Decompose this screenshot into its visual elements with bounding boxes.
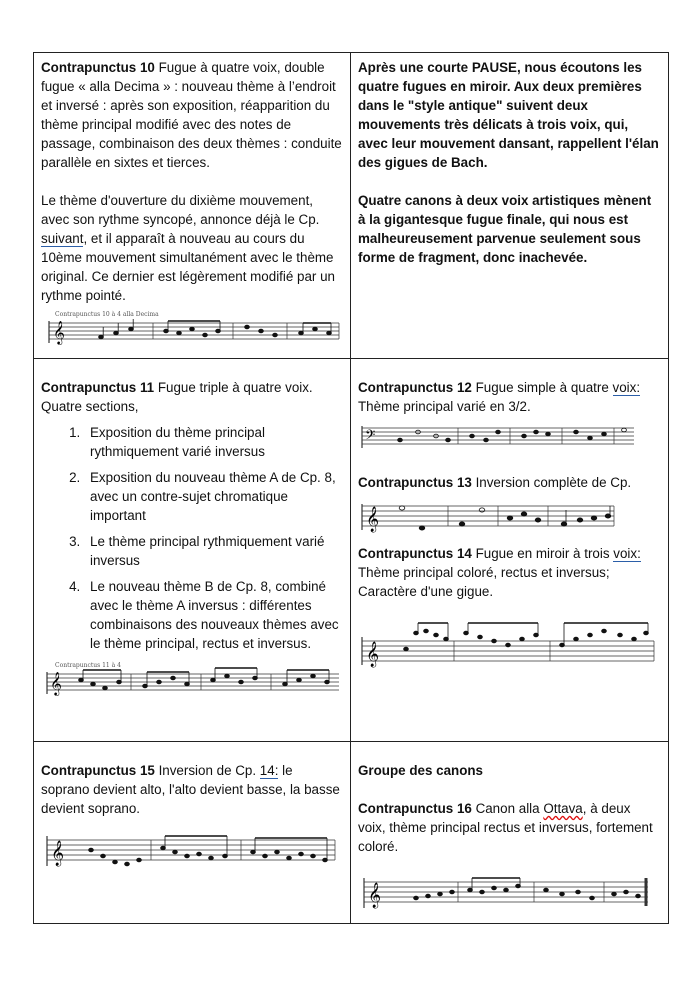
desc-cp14b: Thème principal coloré, rectus et inversus; Caractère d'une gigue. (358, 565, 610, 599)
pause-text: Après une courte PAUSE, nous écoutons les quatre fugues en miroir. Aux deux premières dans le "style antique" suivent deux mouvements très délicats à trois voix, qui, avec leur mouvement dansant, rappellent l'élan des gigues de Bach. (358, 60, 659, 170)
desc-cp12b: Thème principal varié en 3/2. (358, 399, 531, 414)
score-label-cp11: Contrapunctus 11 à 4 (55, 662, 121, 669)
cell-contrapunctus-15 (34, 742, 351, 924)
link-voix-cp14[interactable]: voix: (613, 546, 641, 561)
heading-groupe-canons: Groupe des canons (358, 763, 484, 778)
desc-cp15a: Inversion de Cp. (154, 763, 260, 778)
title-cp14: Contrapunctus 14 (358, 546, 472, 561)
title-cp15: Contrapunctus 15 (41, 763, 155, 778)
program-table (33, 52, 669, 924)
table-row (34, 359, 669, 742)
desc-cp10-p2b: , et il apparaît à nouveau au cours du 10ème mouvement simultanément avec le thème original. Ce dernier est légèrement modifié par un rythme pointé. (41, 231, 336, 303)
title-cp12: Contrapunctus 12 (358, 380, 472, 395)
desc-cp10: Fugue à quatre voix, double fugue « alla Decima » : nouveau thème à l’endroit et inversé : après son exposition, réapparition du thème principal modifié avec des notes de passage, combinaison des deux thèmes : conduite parallèle en sixtes et tierces. (41, 60, 342, 170)
score-label-cp10: Contrapunctus 10 à 4 alla Decima (55, 311, 159, 318)
desc-cp16a: Canon alla (471, 801, 544, 816)
cell-contrapunctus-10 (34, 53, 351, 359)
desc-cp12a: Fugue simple à quatre (471, 380, 613, 395)
svg-text:𝄞: 𝄞 (50, 671, 62, 695)
cell-canons (351, 742, 669, 924)
title-cp10: Contrapunctus 10 (41, 60, 155, 75)
word-ottava: Ottava (543, 801, 583, 816)
score-image-cp10 (41, 309, 341, 349)
svg-text:𝄞: 𝄞 (366, 642, 380, 667)
desc-cp10-p2a: Le thème d'ouverture du dixième mouvement, avec son rythme syncopé, annonce déjà le Cp. (41, 193, 320, 227)
score-image-cp16 (358, 872, 658, 912)
svg-text:𝄞: 𝄞 (51, 841, 65, 866)
score-image-cp11 (41, 660, 341, 700)
link-cp14[interactable]: 14: (259, 763, 279, 778)
desc-cp13: Inversion complète de Cp. (471, 475, 632, 490)
link-voix-cp12[interactable]: voix: (612, 380, 641, 395)
cell-pause (351, 53, 669, 359)
cell-contrapunctus-12-14 (351, 359, 669, 742)
table-row (34, 53, 669, 359)
svg-text:𝄞: 𝄞 (366, 507, 380, 532)
svg-text:𝄞: 𝄞 (53, 320, 65, 344)
score-image-cp13 (358, 496, 618, 536)
desc-cp16b: , à deux voix, thème principal rectus et inversus, fortement coloré. (358, 801, 653, 854)
title-cp11: Contrapunctus 11 (41, 380, 155, 395)
score-image-cp12 (358, 420, 638, 454)
list-item: 4. Le nouveau thème B de Cp. 8, combiné avec le thème A inversus : différentes combinaisons des nouveaux thèmes avec le thème principal, rectus et inversus. (84, 577, 343, 653)
title-cp13: Contrapunctus 13 (358, 475, 472, 490)
table-row (34, 742, 669, 924)
canons-intro-text: Quatre canons à deux voix artistiques mènent à la gigantesque fugue finale, qui nous est malheureusement parvenue seulement sous forme de fragment, donc inachevée. (358, 193, 652, 265)
link-suivant[interactable]: suivant (41, 231, 84, 246)
list-item: 2. Exposition du nouveau thème A de Cp. 8, avec un contre-sujet chromatique important (84, 468, 343, 525)
desc-cp14a: Fugue en miroir à trois (471, 546, 614, 561)
sections-list (41, 423, 343, 653)
desc-cp11: Fugue triple à quatre voix. Quatre sections, (41, 380, 313, 414)
svg-text:𝄞: 𝄞 (368, 883, 382, 908)
list-item: 3. Le thème principal rythmiquement varié inversus (84, 532, 343, 570)
desc-cp15b: le soprano devient alto, l'alto devient basse, la basse devient soprano. (41, 763, 340, 816)
svg-text:𝄢: 𝄢 (365, 427, 376, 446)
cell-contrapunctus-11 (34, 359, 351, 742)
score-image-cp14 (358, 619, 658, 677)
list-item: 1. Exposition du thème principal rythmiquement varié inversus (84, 423, 343, 461)
score-image-cp15 (41, 826, 341, 876)
title-cp16: Contrapunctus 16 (358, 801, 472, 816)
